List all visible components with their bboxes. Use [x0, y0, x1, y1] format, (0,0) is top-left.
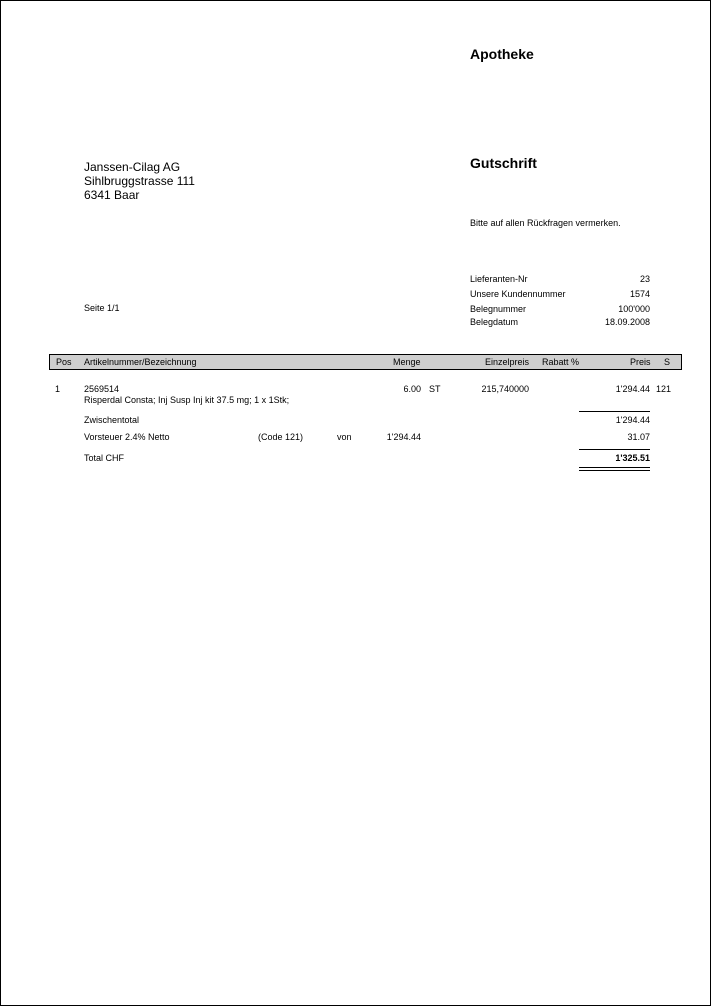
vat-from: von [337, 432, 352, 442]
row-price: 1'294.44 [615, 384, 650, 394]
meta-label: Unsere Kundennummer [470, 289, 566, 299]
row-s: 121 [656, 384, 672, 394]
meta-label: Belegnummer [470, 304, 527, 314]
meta-label: Belegdatum [470, 317, 519, 327]
page-number: Seite 1/1 [84, 303, 120, 313]
col-header-price: Preis [630, 357, 651, 367]
vat-label: Vorsteuer 2.4% Netto [84, 432, 170, 442]
meta-label: Lieferanten-Nr [470, 274, 528, 284]
meta-row-customer-no [470, 289, 650, 299]
subtotal-rule [579, 411, 650, 412]
recipient-name: Janssen-Cilag AG [84, 160, 181, 174]
total-label: Total CHF [84, 453, 125, 463]
total-double-rule-top [579, 467, 650, 468]
row-unit: ST [429, 384, 441, 394]
vat-value: 31.07 [627, 432, 650, 442]
reference-note: Bitte auf allen Rückfragen vermerken. [470, 218, 621, 228]
vat-base: 1'294.44 [386, 432, 421, 442]
document-title: Gutschrift [470, 155, 537, 171]
row-qty: 6.00 [403, 384, 421, 394]
col-header-s: S [664, 357, 671, 367]
meta-value: 23 [639, 274, 650, 284]
row-article-no: 2569514 [84, 384, 120, 394]
meta-value: 18.09.2008 [604, 317, 650, 327]
meta-value: 100'000 [618, 304, 650, 314]
meta-value: 1574 [629, 289, 650, 299]
row-pos: 1 [55, 384, 61, 394]
recipient-city: 6341 Baar [84, 188, 140, 202]
row-description: Risperdal Consta; Inj Susp Inj kit 37.5 mg; 1 x 1Stk; [84, 395, 290, 405]
vat-code: (Code 121) [258, 432, 304, 442]
col-header-qty: Menge [393, 357, 421, 367]
meta-row-document-no [470, 304, 650, 314]
total-double-rule-bottom [579, 470, 650, 471]
row-unit-price: 215,740000 [481, 384, 529, 394]
total-value: 1'325.51 [615, 453, 650, 463]
col-header-unit-price: Einzelpreis [485, 357, 530, 367]
table-header [49, 354, 682, 370]
meta-row-supplier-no [470, 274, 650, 284]
col-header-pos: Pos [56, 357, 72, 367]
subtotal-label: Zwischentotal [84, 415, 140, 425]
col-header-article: Artikelnummer/Bezeichnung [84, 357, 197, 367]
recipient-street: Sihlbruggstrasse 111 [84, 174, 195, 188]
total-rule [579, 449, 650, 450]
recipient-address [84, 160, 195, 202]
subtotal-value: 1'294.44 [615, 415, 650, 425]
company-name: Apotheke [470, 46, 534, 62]
meta-row-document-date [470, 317, 650, 327]
col-header-discount: Rabatt % [542, 357, 580, 367]
